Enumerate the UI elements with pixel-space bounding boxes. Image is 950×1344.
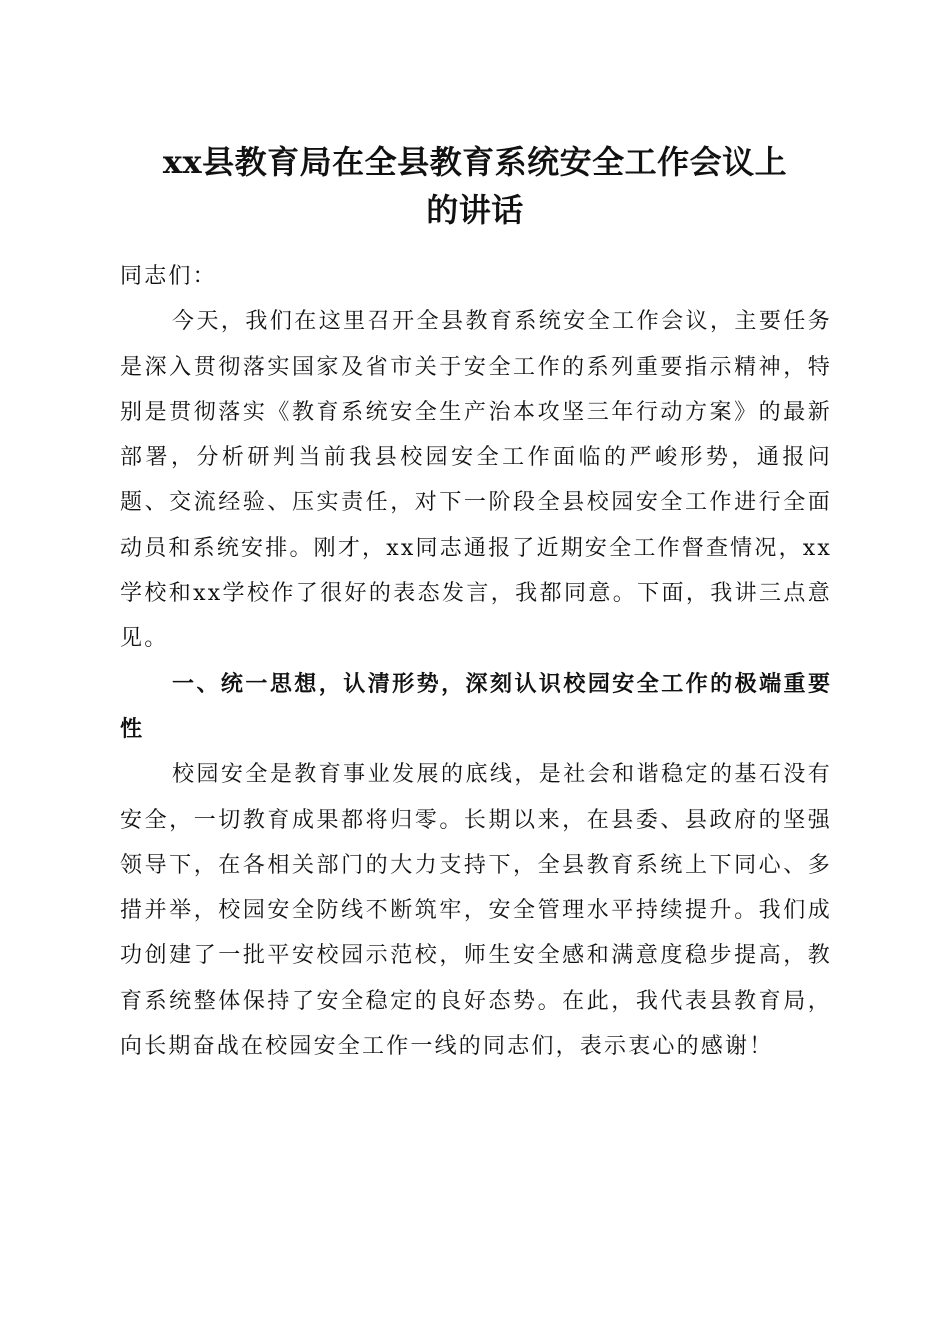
document-title — [120, 138, 830, 234]
section-heading-1: 一、统一思想，认清形势，深刻认识校园安全工作的极端重要性 — [120, 671, 832, 742]
title-line-1: xx县教育局在全县教育系统安全工作会议上 — [162, 143, 788, 181]
document-body — [120, 254, 832, 1069]
opening-paragraph: 今天，我们在这里召开全县教育系统安全工作会议，主要任务是深入贯彻落实国家及省市关于安全工作的系列重要指示精神，特别是贯彻落实《教育系统安全生产治本攻坚三年行动方案》的最新部署，分析研判当前我县校园安全工作面临的严峻形势，通报问题、交流经验、压实责任，对下一阶段全县校园安全工作进行全面动员和系统安排。刚才，xx同志通报了近期安全工作督查情况，xx学校和xx学校作了很好的表态发言，我都同意。下面，我讲三点意见。 — [120, 309, 832, 652]
section-1-paragraph: 校园安全是教育事业发展的底线，是社会和谐稳定的基石没有安全，一切教育成果都将归零。长期以来，在县委、县政府的坚强领导下，在各相关部门的大力支持下，全县教育系统上下同心、多措并举，校园安全防线不断筑牢，安全管理水平持续提升。我们成功创建了一批平安校园示范校，师生安全感和满意度稳步提高，教育系统整体保持了安全稳定的良好态势。在此，我代表县教育局，向长期奋战在校园安全工作一线的同志们，表示衷心的感谢！ — [120, 762, 832, 1060]
title-line-2: 的讲话 — [426, 191, 524, 229]
salutation: 同志们： — [120, 264, 217, 289]
